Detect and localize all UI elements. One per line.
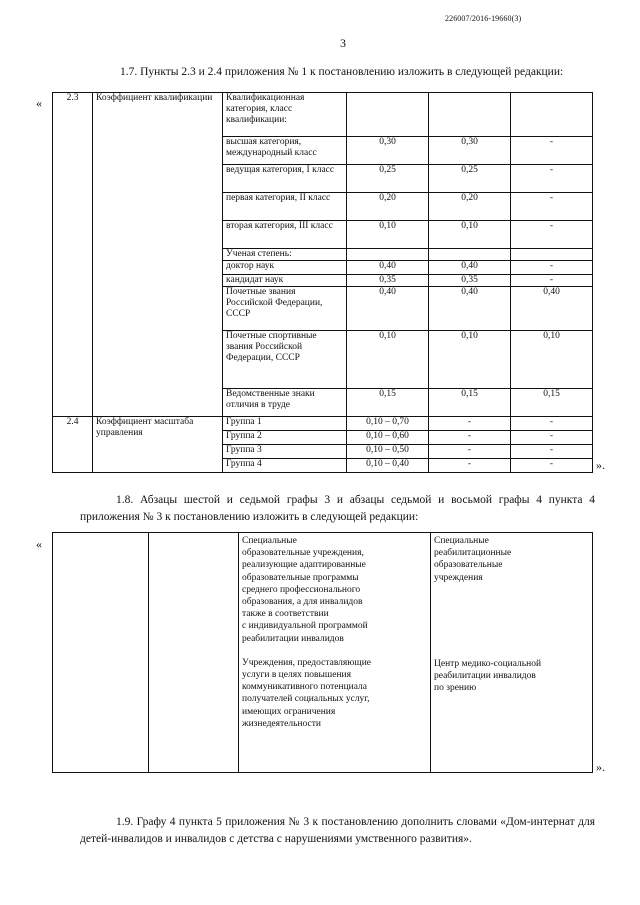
- value-cell: 0,10: [511, 331, 593, 389]
- text-line: жизнедеятельности: [242, 718, 321, 729]
- text-line: Специальные: [242, 536, 297, 546]
- value-cell: 0,10: [429, 331, 511, 389]
- value-cell: 0,40: [429, 261, 511, 275]
- value-cell: [511, 249, 593, 261]
- value-cell: 0,10: [429, 221, 511, 249]
- value-cell: -: [429, 445, 511, 459]
- degree-heading: Ученая степень:: [223, 249, 347, 261]
- value-cell: 0,10: [347, 221, 429, 249]
- text-line: Специальные: [434, 536, 489, 546]
- text-line: реабилитационные: [434, 548, 512, 559]
- table-row-label: первая категория, II класс: [223, 193, 347, 221]
- table-row-label: Почетные звания Российской Федерации, СССР: [223, 287, 347, 331]
- value-cell: 0,30: [429, 137, 511, 165]
- value-cell: [347, 93, 429, 137]
- text-line: услуги в целях повышения: [242, 670, 351, 681]
- table-row-label: доктор наук: [223, 261, 347, 275]
- value-cell: 0,40: [429, 287, 511, 331]
- text-line: Центр медико-социальной: [434, 658, 542, 669]
- row-number-2-4: 2.4: [53, 417, 93, 473]
- value-cell: 0,10 – 0,70: [347, 417, 429, 431]
- table-row-label: Почетные спортивные звания Российской Федерации, СССР: [223, 331, 347, 389]
- text-line: получателей социальных услуг,: [242, 694, 370, 705]
- text-line: реабилитации инвалидов: [434, 671, 536, 682]
- text-line: также в соответствии: [242, 609, 329, 620]
- category-heading: Квалификационная категория, класс квалификации:: [223, 93, 347, 137]
- value-cell: -: [511, 459, 593, 473]
- value-cell: [429, 249, 511, 261]
- table-row-label: Группа 1: [223, 417, 347, 431]
- value-cell: -: [511, 193, 593, 221]
- table-row-label: Ведомственные знаки отличия в труде: [223, 389, 347, 417]
- value-cell: -: [429, 417, 511, 431]
- text-line: образования, а для инвалидов: [242, 597, 363, 608]
- value-cell: 0,20: [347, 193, 429, 221]
- value-cell: -: [429, 431, 511, 445]
- text-line: образовательные: [434, 560, 503, 571]
- text-line: коммуникативного потенциала: [242, 682, 368, 693]
- table-row-label: высшая категория, международный класс: [223, 137, 347, 165]
- value-cell: -: [511, 431, 593, 445]
- value-cell: 0,30: [347, 137, 429, 165]
- value-cell: 0,35: [347, 275, 429, 287]
- value-cell: -: [511, 221, 593, 249]
- paragraph-1-7: 1.7. Пункты 2.3 и 2.4 приложения № 1 к постановлению изложить в следующей редакции:: [120, 66, 564, 78]
- value-cell: -: [429, 459, 511, 473]
- text-line: образовательные учреждения,: [242, 548, 364, 559]
- coefficient-name-2-3: Коэффициент квалификации: [93, 93, 223, 417]
- text-line: имеющих ограничения: [242, 706, 336, 717]
- table-row-label: Группа 3: [223, 445, 347, 459]
- value-cell: -: [511, 445, 593, 459]
- text-line: по зрению: [434, 683, 477, 694]
- value-cell: -: [511, 137, 593, 165]
- table2-col4: [431, 533, 593, 773]
- text-line: с индивидуальной программой: [242, 621, 368, 632]
- table2-col2: [149, 533, 239, 773]
- table-row-label: Группа 4: [223, 459, 347, 473]
- value-cell: 0,10: [347, 331, 429, 389]
- page-number: 3: [340, 36, 346, 50]
- value-cell: -: [511, 261, 593, 275]
- table-row-label: вторая категория, III класс: [223, 221, 347, 249]
- row-number-2-3: 2.3: [53, 93, 93, 417]
- coefficient-name-2-4: Коэффициент масштаба управления: [93, 417, 223, 473]
- value-cell: 0,10 – 0,50: [347, 445, 429, 459]
- text-line: учреждения: [434, 572, 483, 583]
- open-quote-1: «: [36, 96, 42, 110]
- value-cell: 0,25: [347, 165, 429, 193]
- value-cell: 0,15: [347, 389, 429, 417]
- value-cell: 0,40: [347, 261, 429, 275]
- value-cell: 0,40: [347, 287, 429, 331]
- text-line: реабилитации инвалидов: [242, 633, 344, 644]
- table-institutions: [52, 532, 593, 773]
- paragraph-1-8: 1.8. Абзацы шестой и седьмой графы 3 и абзацы седьмой и восьмой графы 4 пункта 4 приложения № 3 к постановлению изложить в следующей редакции:: [80, 494, 595, 523]
- value-cell: -: [511, 275, 593, 287]
- value-cell: 0,25: [429, 165, 511, 193]
- text-line: среднего профессионального: [242, 584, 361, 595]
- value-cell: [347, 249, 429, 261]
- value-cell: 0,15: [429, 389, 511, 417]
- close-quote-2: ».: [596, 760, 605, 774]
- table2-col3: [239, 533, 431, 773]
- document-number: 226007/2016-19660(3): [445, 14, 522, 23]
- value-cell: 0,35: [429, 275, 511, 287]
- table2-col1: [53, 533, 149, 773]
- paragraph-1-9: 1.9. Графу 4 пункта 5 приложения № 3 к постановлению дополнить словами «Дом-интернат для детей-инвалидов и инвалидов с детства с нарушениями умственного развития».: [80, 816, 595, 845]
- value-cell: 0,10 – 0,60: [347, 431, 429, 445]
- value-cell: -: [511, 417, 593, 431]
- value-cell: 0,20: [429, 193, 511, 221]
- value-cell: [429, 93, 511, 137]
- close-quote-1: ».: [596, 458, 605, 472]
- text-line: реализующие адаптированные: [242, 560, 366, 571]
- value-cell: [511, 93, 593, 137]
- text-line: Учреждения, предоставляющие: [242, 657, 372, 668]
- text-line: образовательные программы: [242, 572, 359, 583]
- value-cell: 0,15: [511, 389, 593, 417]
- table-row-label: кандидат наук: [223, 275, 347, 287]
- table-row-label: ведущая категория, I класс: [223, 165, 347, 193]
- value-cell: 0,40: [511, 287, 593, 331]
- value-cell: 0,10 – 0,40: [347, 459, 429, 473]
- open-quote-2: «: [36, 537, 42, 551]
- table-coefficients: [52, 92, 593, 473]
- value-cell: -: [511, 165, 593, 193]
- table-row-label: Группа 2: [223, 431, 347, 445]
